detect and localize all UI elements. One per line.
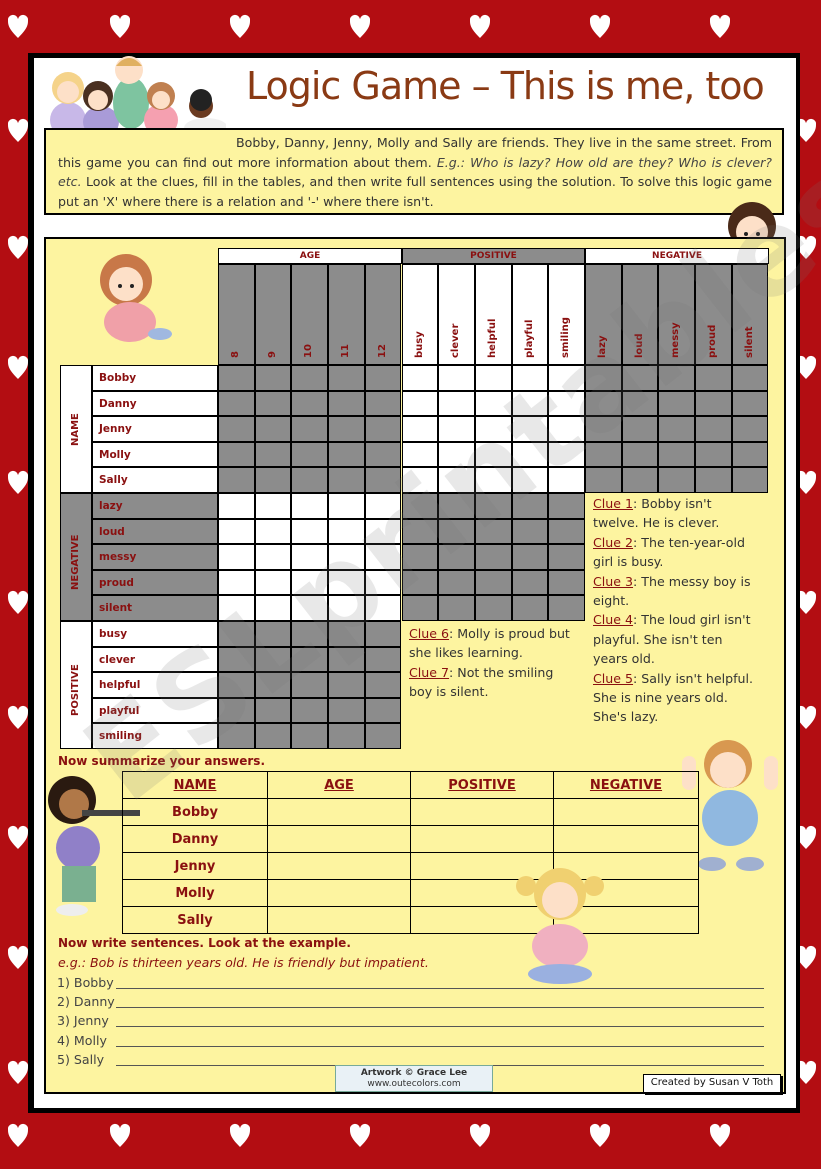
- row-label-busy: busy: [92, 621, 218, 647]
- clue-label: Clue 4: [593, 612, 634, 628]
- column-label: proud: [707, 324, 719, 358]
- heart-icon: [8, 235, 28, 261]
- summary-answer-cell[interactable]: [554, 799, 699, 826]
- clues-left: [409, 624, 579, 702]
- heart-icon: [8, 118, 28, 144]
- clue-4: [593, 610, 761, 668]
- grid-cell-positive-age[interactable]: [365, 723, 402, 749]
- row-label-loud: loud: [92, 519, 218, 545]
- grid-cell-negative-positive[interactable]: [512, 570, 549, 596]
- grid-cell-negative-positive[interactable]: [512, 595, 549, 621]
- column-label: silent: [743, 326, 755, 358]
- heart-icon: [8, 355, 28, 381]
- girl-blonde-illustration: [514, 864, 606, 992]
- positive-group-label: POSITIVE: [70, 664, 81, 716]
- sentence-label: 4) Molly: [57, 1032, 107, 1048]
- grid-cell-negative-positive[interactable]: [548, 544, 585, 570]
- summary-name-cell: Jenny: [123, 853, 268, 880]
- column-label: loud: [633, 333, 645, 358]
- grid-cell-name-age[interactable]: [328, 391, 365, 417]
- grid-cell-negative-positive[interactable]: [438, 595, 475, 621]
- heart-icon: [710, 14, 730, 40]
- summary-answer-cell[interactable]: [411, 799, 554, 826]
- summary-answer-cell[interactable]: [554, 826, 699, 853]
- summary-name-cell: Molly: [123, 880, 268, 907]
- heart-icon: [470, 14, 490, 40]
- sentences-heading: Now write sentences. Look at the example.: [58, 936, 351, 950]
- column-label: messy: [670, 322, 682, 358]
- sentence-write-line[interactable]: [116, 988, 764, 989]
- column-label: playful: [523, 319, 535, 358]
- clue-text: : Sally isn't helpful. She is nine years old. She's lazy.: [593, 670, 754, 725]
- column-label: 9: [266, 351, 278, 358]
- grid-cell-negative-positive[interactable]: [548, 595, 585, 621]
- column-label: busy: [413, 331, 425, 358]
- name-group-label: NAME: [70, 413, 81, 446]
- summary-heading: Now summarize your answers.: [58, 754, 266, 768]
- summary-answer-cell[interactable]: [268, 907, 411, 934]
- grid-cell-name-age[interactable]: [328, 442, 365, 468]
- column-label: 11: [340, 344, 352, 358]
- clue-label: Clue 1: [593, 496, 634, 511]
- grid-cell-name-age[interactable]: [365, 416, 402, 442]
- grid-cell-negative-positive[interactable]: [548, 519, 585, 545]
- summary-answer-cell[interactable]: [268, 799, 411, 826]
- sentence-label: 1) Bobby: [57, 975, 114, 990]
- intro-part2: Look at the clues, fill in the tables, and then write full sentences using the solution. To solve this logic game put an 'X' where there is a relation and '-' where there isn't.: [58, 174, 772, 209]
- col-positive: POSITIVE: [411, 772, 554, 799]
- grid-cell-name-negative[interactable]: [732, 391, 769, 417]
- artwork-credit: [335, 1065, 493, 1092]
- clue-label: Clue 6: [409, 626, 450, 641]
- intro-part1: Bobby, Danny, Jenny, Molly and Sally are friends. They live in the same street. From this game you can find out more information about them.: [58, 135, 772, 170]
- grid-cell-name-age[interactable]: [218, 416, 255, 442]
- grid-cell-name-age[interactable]: [255, 416, 292, 442]
- summary-row: [123, 826, 699, 853]
- heart-icon: [8, 705, 28, 731]
- row-label-smiling: smiling: [92, 723, 218, 749]
- grid-cell-negative-positive[interactable]: [475, 595, 512, 621]
- grid-cell-negative-positive[interactable]: [512, 544, 549, 570]
- grid-cell-name-negative[interactable]: [695, 467, 732, 493]
- grid-cell-positive-age[interactable]: [291, 723, 328, 749]
- grid-cell-name-negative[interactable]: [732, 442, 769, 468]
- page-title: Logic Game – This is me, too: [246, 64, 764, 108]
- clue-text: : Molly is proud but she likes learning.: [409, 626, 570, 661]
- clue-label: Clue 3: [593, 573, 634, 589]
- grid-cell-name-age[interactable]: [291, 442, 328, 468]
- grid-cell-name-age[interactable]: [291, 416, 328, 442]
- clue-label: Clue 2: [593, 534, 634, 550]
- col-age: AGE: [268, 772, 411, 799]
- heart-icon: [8, 590, 28, 616]
- heart-icon: [8, 1060, 28, 1086]
- credit-line1: Artwork © Grace Lee: [360, 1068, 468, 1078]
- grid-cell-name-age[interactable]: [365, 365, 402, 391]
- grid-cell-negative-age[interactable]: [218, 493, 255, 519]
- heart-icon: [350, 1123, 370, 1149]
- row-label-lazy: lazy: [92, 493, 218, 519]
- column-label: 8: [230, 351, 241, 358]
- grid-cell-negative-age[interactable]: [218, 544, 255, 570]
- grid-cell-name-age[interactable]: [218, 365, 255, 391]
- clue-1: [593, 494, 761, 533]
- created-by-label: Created by Susan V Toth: [643, 1074, 781, 1093]
- grid-cell-name-age[interactable]: [365, 391, 402, 417]
- grid-cell-negative-positive[interactable]: [475, 570, 512, 596]
- heart-icon: [710, 1123, 730, 1149]
- heart-icon: [590, 1123, 610, 1149]
- sentence-label: 3) Jenny: [57, 1013, 109, 1029]
- clues-right: [593, 494, 761, 727]
- heart-icon: [590, 14, 610, 40]
- grid-cell-negative-age[interactable]: [255, 493, 292, 519]
- column-header-10: [291, 264, 328, 365]
- column-header-12: [365, 264, 402, 365]
- heart-icon: [230, 14, 250, 40]
- clue-text: : The ten-year-old girl is busy.: [593, 534, 745, 570]
- col-name: NAME: [123, 772, 268, 799]
- heart-icon: [470, 1123, 490, 1149]
- summary-name-cell: Sally: [123, 907, 268, 934]
- clue-text: : Not the smiling boy is silent.: [409, 664, 554, 700]
- grid-cell-name-negative[interactable]: [622, 467, 659, 493]
- summary-answer-cell[interactable]: [268, 853, 411, 880]
- clue-label: Clue 7: [409, 664, 450, 680]
- positive-header: POSITIVE: [402, 248, 585, 264]
- heart-icon: [8, 945, 28, 971]
- grid-cell-name-age[interactable]: [255, 467, 292, 493]
- sentence-label: 5) Sally: [57, 1051, 105, 1067]
- heart-icon: [8, 825, 28, 851]
- grid-cell-positive-age[interactable]: [328, 723, 365, 749]
- grid-cell-name-negative[interactable]: [658, 467, 695, 493]
- negative-header: NEGATIVE: [585, 248, 769, 264]
- summary-table: [122, 771, 699, 934]
- grid-cell-positive-age[interactable]: [365, 698, 402, 724]
- column-header-11: [328, 264, 365, 365]
- row-label-helpful: helpful: [92, 672, 218, 698]
- grid-cell-name-age[interactable]: [218, 442, 255, 468]
- grid-cell-negative-age[interactable]: [255, 519, 292, 545]
- clue-text: : Bobby isn't twelve. He is clever.: [593, 496, 720, 531]
- row-label-Bobby: Bobby: [92, 365, 218, 391]
- grid-cell-name-age[interactable]: [291, 365, 328, 391]
- row-label-Molly: Molly: [92, 442, 218, 468]
- summary-row: [123, 799, 699, 826]
- grid-cell-name-positive[interactable]: [402, 365, 439, 391]
- age-header: AGE: [218, 248, 402, 264]
- girl-pink-illustration: [86, 250, 178, 350]
- heart-icon: [110, 14, 130, 40]
- row-label-Danny: Danny: [92, 391, 218, 417]
- grid-cell-name-age[interactable]: [218, 467, 255, 493]
- clue-6: [409, 624, 579, 663]
- grid-cell-name-age[interactable]: [291, 467, 328, 493]
- column-label: helpful: [486, 318, 498, 358]
- grid-cell-negative-positive[interactable]: [548, 570, 585, 596]
- clue-7: [409, 663, 579, 702]
- row-label-messy: messy: [92, 544, 218, 570]
- column-header-busy: [402, 264, 439, 365]
- grid-cell-name-negative[interactable]: [732, 365, 769, 391]
- heart-icon: [110, 1123, 130, 1149]
- intro-text: [44, 128, 784, 215]
- sentence-write-line[interactable]: [116, 1046, 764, 1047]
- summary-name-cell: Bobby: [123, 799, 268, 826]
- column-header-9: [255, 264, 292, 365]
- grid-cell-name-age[interactable]: [291, 391, 328, 417]
- summary-name-cell: Danny: [123, 826, 268, 853]
- heart-icon: [8, 14, 28, 40]
- column-label: 12: [376, 344, 388, 358]
- sentences-example: e.g.: Bob is thirteen years old. He is friendly but impatient.: [58, 955, 429, 970]
- heart-icon: [8, 470, 28, 496]
- heart-icon: [350, 14, 370, 40]
- grid-cell-name-age[interactable]: [328, 365, 365, 391]
- heart-icon: [230, 1123, 250, 1149]
- grid-cell-name-age[interactable]: [255, 365, 292, 391]
- row-label-Sally: Sally: [92, 467, 218, 493]
- row-label-Jenny: Jenny: [92, 416, 218, 442]
- grid-cell-name-negative[interactable]: [732, 416, 769, 442]
- clue-2: [593, 533, 761, 572]
- negative-group-label: NEGATIVE: [70, 534, 81, 590]
- column-header-8: [218, 264, 255, 365]
- col-negative: NEGATIVE: [554, 772, 699, 799]
- grid-cell-negative-age[interactable]: [218, 519, 255, 545]
- grid-cell-positive-age[interactable]: [365, 672, 402, 698]
- grid-cell-name-positive[interactable]: [438, 365, 475, 391]
- grid-cell-name-negative[interactable]: [732, 467, 769, 493]
- negative-group-label-box: [60, 493, 92, 621]
- grid-cell-name-age[interactable]: [328, 416, 365, 442]
- grid-cell-name-positive[interactable]: [402, 391, 439, 417]
- column-label: lazy: [597, 335, 608, 358]
- summary-answer-cell[interactable]: [268, 880, 411, 907]
- clue-3: [593, 572, 761, 611]
- clue-5: [593, 669, 761, 727]
- heart-icon: [8, 1123, 28, 1149]
- row-label-proud: proud: [92, 570, 218, 596]
- row-label-clever: clever: [92, 647, 218, 673]
- sentence-write-line[interactable]: [116, 1007, 764, 1008]
- row-label-playful: playful: [92, 698, 218, 724]
- grid-cell-name-negative[interactable]: [695, 416, 732, 442]
- summary-answer-cell[interactable]: [268, 826, 411, 853]
- column-label: smiling: [560, 317, 572, 358]
- summary-row: [123, 907, 699, 934]
- grid-cell-name-negative[interactable]: [658, 442, 695, 468]
- name-group-label-box: [60, 365, 92, 493]
- column-label: clever: [450, 323, 462, 358]
- clue-text: : The messy boy is eight.: [593, 573, 751, 609]
- summary-answer-cell[interactable]: [411, 826, 554, 853]
- grid-cell-name-negative[interactable]: [695, 442, 732, 468]
- grid-cell-name-age[interactable]: [218, 391, 255, 417]
- summary-row: [123, 853, 699, 880]
- grid-cell-positive-age[interactable]: [328, 698, 365, 724]
- sentence-write-line[interactable]: [116, 1026, 764, 1027]
- intro-example: E.g.: Who is lazy? How old are they? Who is clever? etc.: [58, 154, 772, 190]
- clue-text: : The loud girl isn't playful. She isn't ten years old.: [593, 612, 751, 667]
- summary-row: [123, 880, 699, 907]
- grid-cell-name-age[interactable]: [255, 442, 292, 468]
- credit-line2: www.outecolors.com: [367, 1079, 461, 1089]
- column-header-clever: [438, 264, 475, 365]
- row-label-silent: silent: [92, 595, 218, 621]
- clue-label: Clue 5: [593, 670, 634, 686]
- grid-cell-name-age[interactable]: [255, 391, 292, 417]
- sentence-label: 2) Danny: [57, 994, 115, 1010]
- column-header-helpful: [475, 264, 512, 365]
- column-label: 10: [303, 344, 315, 358]
